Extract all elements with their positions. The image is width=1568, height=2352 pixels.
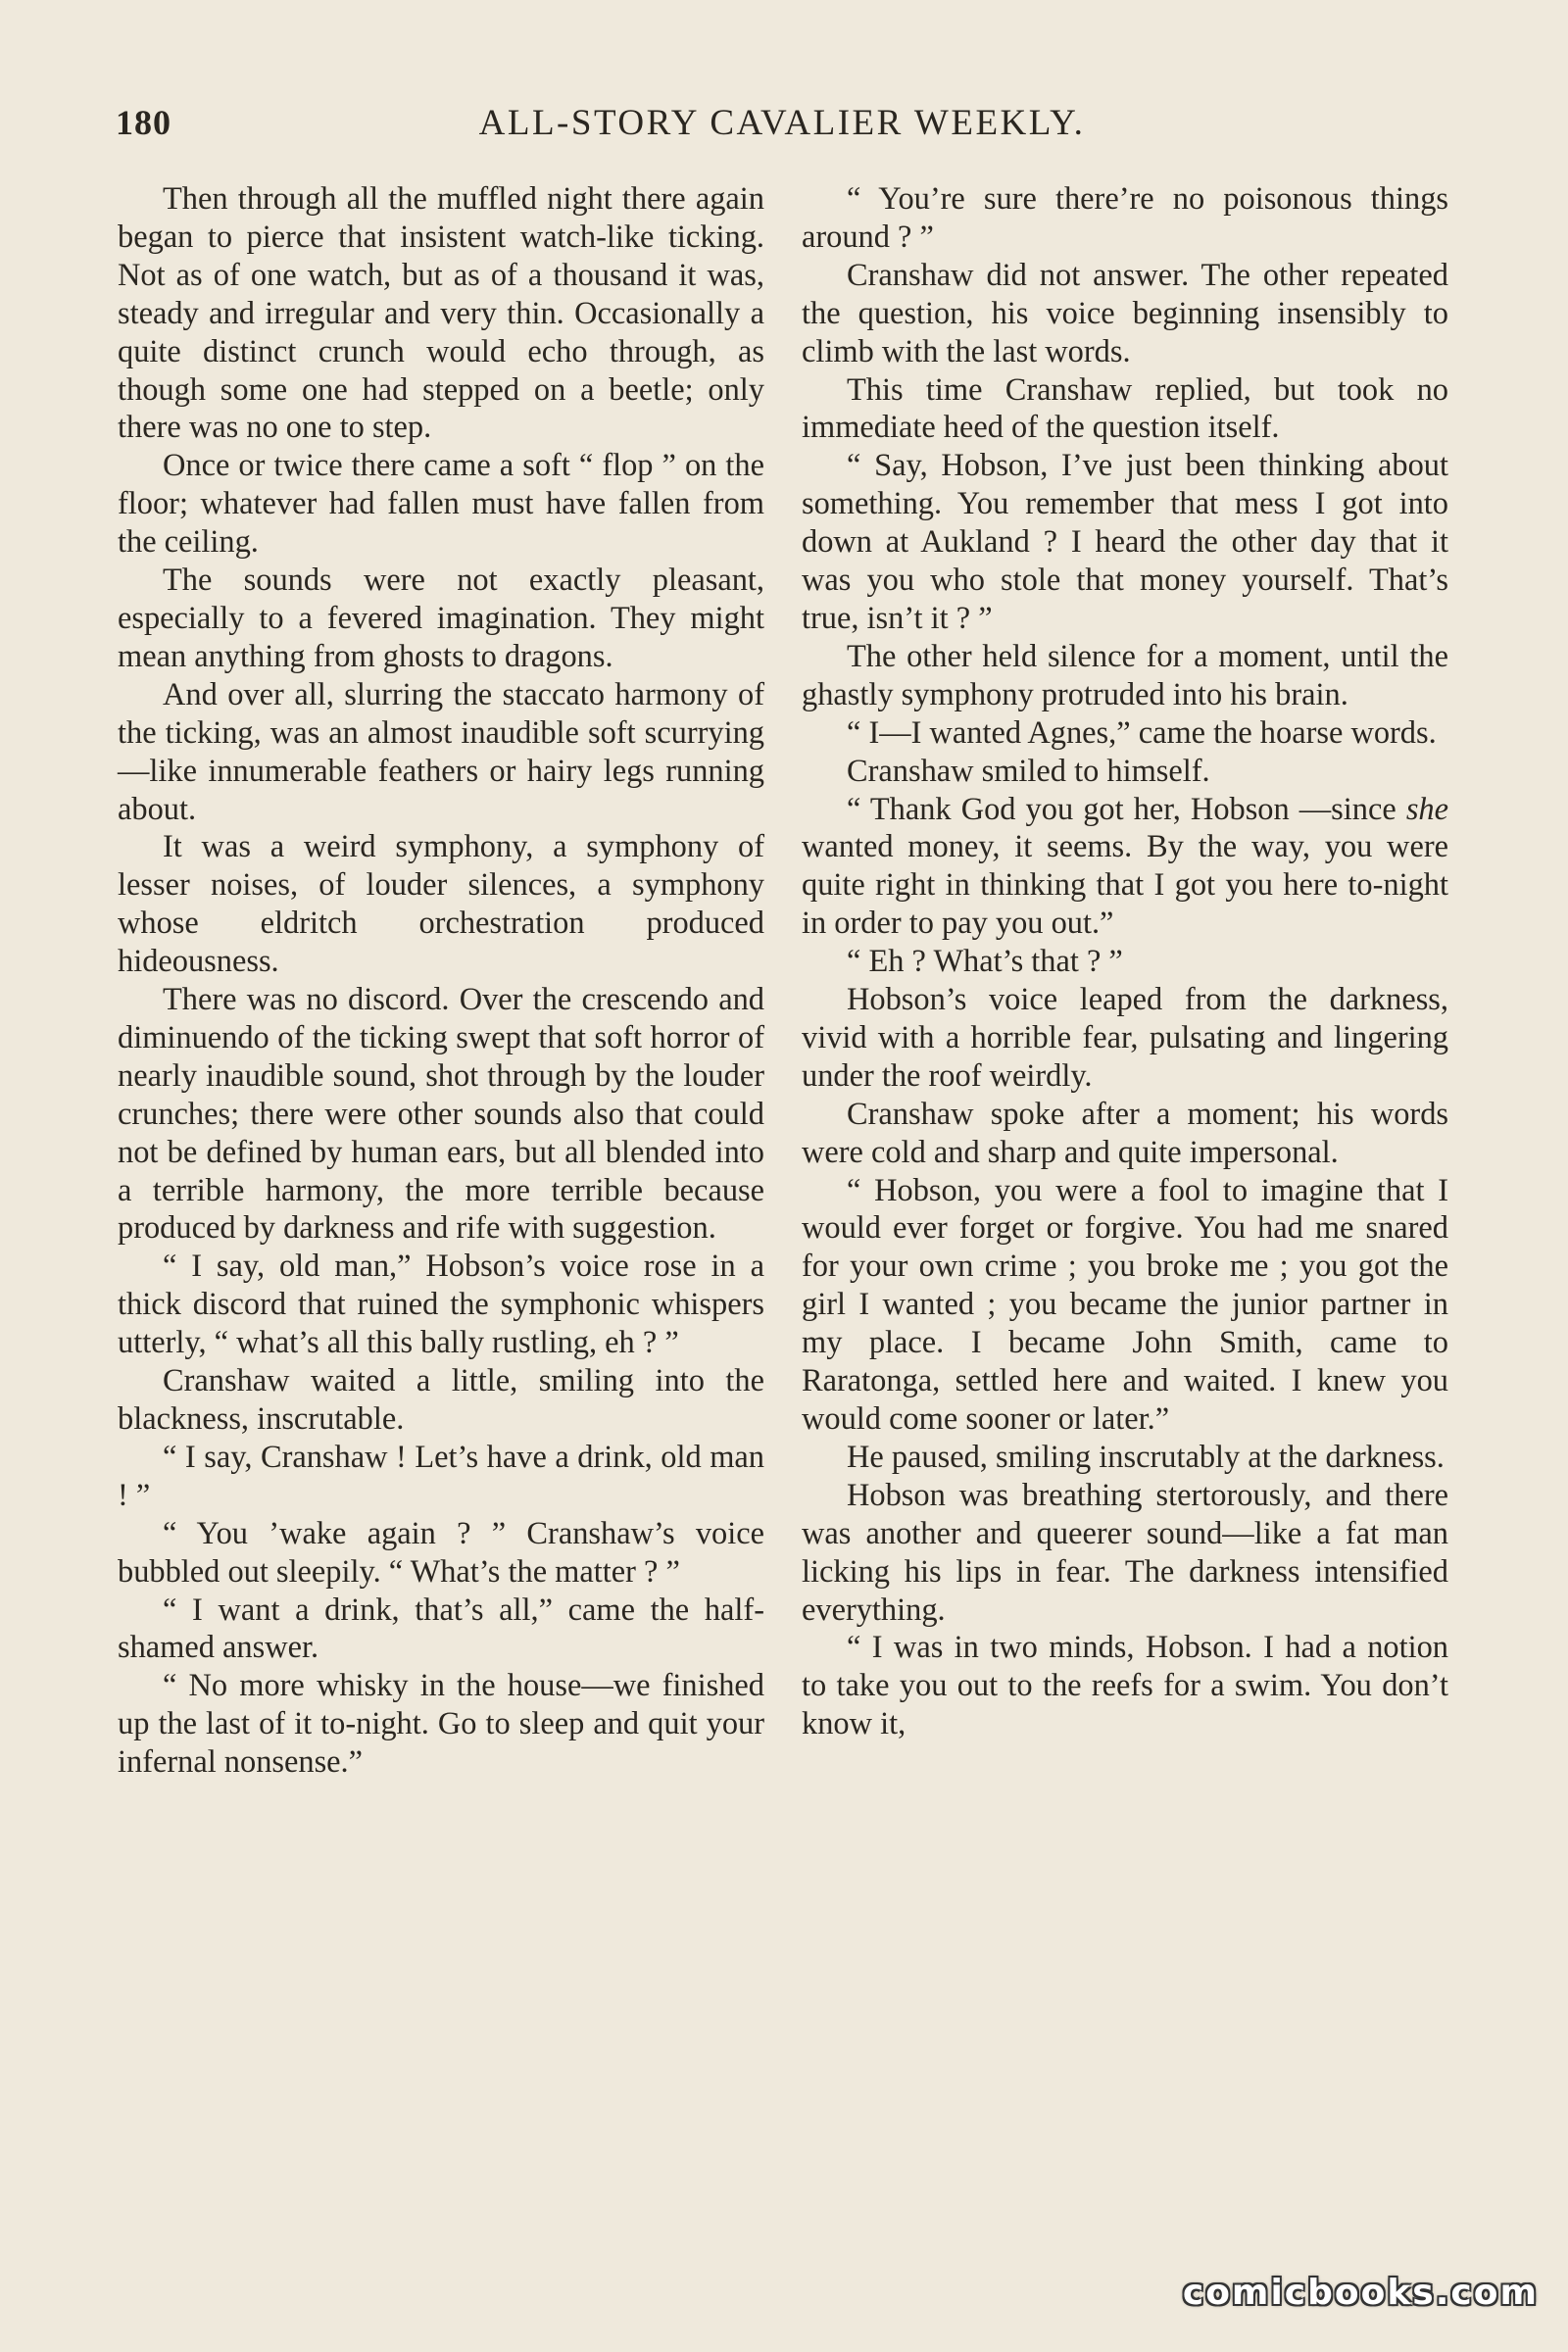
paragraph: Cranshaw spoke after a moment; his words were cold and sharp and quite impersonal. [802,1096,1448,1170]
paragraph: The sounds were not exactly pleasant, especially to a fevered imagination. They might mean anything from ghosts to dragons. [118,563,764,674]
paragraph: “ Hobson, you were a fool to imagine that I would ever forget or forgive. You had me snared for your own crime ; you broke me ; you got the girl I wanted ; you became the junior partner in my place. I became John Smith, came to Raratonga, settled here and waited. I knew you would come sooner or later.” [802,1172,1448,1437]
paragraph: “ I—I wanted Agnes,” came the hoarse words. [847,714,1437,751]
paragraph: Then through all the muffled night there again began to pierce that insistent watch-like ticking. Not as of one watch, but as of a thousand it was, steady and irregular and very thin. Occasionally a quite distinct crunch would echo through, as though some one had stepped on a beetle; only there was no one to step. [118,181,764,446]
paragraph: Cranshaw smiled to himself. [847,753,1210,789]
paragraph: And over all, slurring the staccato harmony of the ticking, was an almost inaudible soft scurrying—like innumerable feathers or hairy legs running about. [118,676,764,827]
paragraph: “ You ’wake again ? ” Cranshaw’s voice bubbled out sleepily. “ What’s the matter ? ” [118,1515,764,1590]
paragraph: “ No more whisky in the house—we finished up the last of it to-night. Go to sleep and quit your infernal nonsense.” [118,1668,764,1781]
running-title: ALL-STORY CAVALIER WEEKLY. [478,103,1086,143]
paragraph: Hobson’s voice leaped from the darkness, vivid with a horrible fear, pulsating and lingering under the roof weirdly. [802,982,1448,1094]
right-column [802,180,1448,1743]
page-number: 180 [116,103,172,142]
paragraph: Hobson was breathing stertorously, and there was another and queerer sound—like a fat man licking his lips in fear. The darkness intensified everything. [802,1477,1448,1628]
paragraph: This time Cranshaw replied, but took no immediate heed of the question itself. [802,371,1448,446]
text-run: wanted money, it seems. By the way, you were quite right in thinking that I got you here to-night in order to pay you out.” [802,829,1448,942]
paragraph: Cranshaw waited a little, smiling into the blackness, inscrutable. [118,1363,764,1437]
paragraph: The other held silence for a moment, until the ghastly symphony protruded into his brain. [802,638,1448,712]
paragraph: “ I want a drink, that’s all,” came the half-shamed answer. [118,1592,764,1666]
paragraph: “ Say, Hobson, I’ve just been thinking about something. You remember that mess I got into down at Aukland ? I heard the other day that it was you who stole that money yourself. That’s true, isn’t it ? ” [802,448,1448,636]
text-run: “ Thank God you got her, Hobson —since [847,791,1406,827]
paragraph: “ I was in two minds, Hobson. I had a notion to take you out to the reefs for a swim. You don’t know it, [802,1630,1448,1742]
left-column [118,180,764,1782]
paragraph: There was no discord. Over the crescendo and diminuendo of the ticking swept that soft horror of nearly inaudible sound, shot through by the louder crunches; there were other sounds also that could not be defined by human ears, but all blended into a terrible harmony, the more terrible because produced by darkness and rife with suggestion. [118,982,764,1247]
emphasis: she [1405,791,1448,827]
paragraph: Once or twice there came a soft “ flop ” on the floor; whatever had fallen must have fallen from the ceiling. [118,448,764,561]
paragraph: It was a weird symphony, a symphony of lesser noises, of louder silences, a symphony whose eldritch orchestration produced hideousness. [118,829,764,980]
paragraph: “ You’re sure there’re no poisonous things around ? ” [802,181,1448,255]
page-header [116,102,1448,161]
paragraph: Cranshaw did not answer. The other repeated the question, his voice beginning insensibly to climb with the last words. [802,257,1448,369]
paragraph: “ I say, old man,” Hobson’s voice rose in a thick discord that ruined the symphonic whispers utterly, “ what’s all this bally rustling, eh ? ” [118,1249,764,1361]
paragraph: “ Eh ? What’s that ? ” [847,944,1123,980]
paragraph [802,791,1448,944]
paragraph: He paused, smiling inscrutably at the darkness. [847,1439,1445,1475]
paragraph: “ I say, Cranshaw ! Let’s have a drink, old man ! ” [118,1439,764,1513]
watermark: comicbooks.com [1182,2273,1539,2313]
